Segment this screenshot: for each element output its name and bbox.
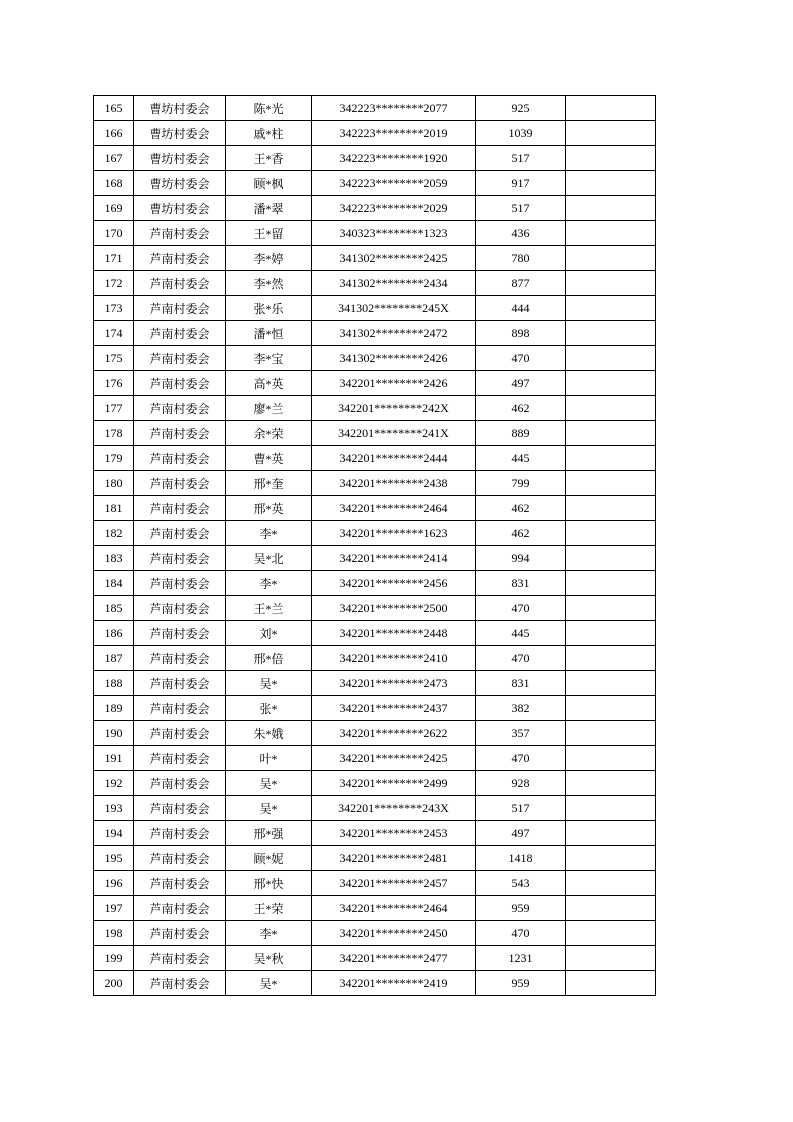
cell-committee: 芦南村委会 bbox=[134, 671, 226, 696]
cell-id: 342201********241X bbox=[312, 421, 476, 446]
cell-blank bbox=[566, 896, 656, 921]
cell-name: 邢*快 bbox=[226, 871, 312, 896]
cell-id: 342201********2464 bbox=[312, 496, 476, 521]
cell-amount: 517 bbox=[476, 796, 566, 821]
cell-name: 吴*秋 bbox=[226, 946, 312, 971]
cell-name: 廖*兰 bbox=[226, 396, 312, 421]
cell-index: 192 bbox=[94, 771, 134, 796]
cell-index: 186 bbox=[94, 621, 134, 646]
cell-amount: 959 bbox=[476, 896, 566, 921]
cell-amount: 1231 bbox=[476, 946, 566, 971]
table-row bbox=[94, 246, 656, 271]
cell-amount: 470 bbox=[476, 646, 566, 671]
cell-blank bbox=[566, 971, 656, 996]
cell-id: 340323********1323 bbox=[312, 221, 476, 246]
cell-committee: 芦南村委会 bbox=[134, 521, 226, 546]
cell-index: 168 bbox=[94, 171, 134, 196]
cell-blank bbox=[566, 346, 656, 371]
cell-name: 李* bbox=[226, 571, 312, 596]
cell-index: 197 bbox=[94, 896, 134, 921]
cell-blank bbox=[566, 321, 656, 346]
cell-blank bbox=[566, 846, 656, 871]
cell-committee: 芦南村委会 bbox=[134, 771, 226, 796]
cell-amount: 436 bbox=[476, 221, 566, 246]
cell-index: 172 bbox=[94, 271, 134, 296]
cell-amount: 959 bbox=[476, 971, 566, 996]
cell-committee: 芦南村委会 bbox=[134, 646, 226, 671]
cell-index: 179 bbox=[94, 446, 134, 471]
cell-committee: 芦南村委会 bbox=[134, 496, 226, 521]
cell-index: 169 bbox=[94, 196, 134, 221]
cell-blank bbox=[566, 796, 656, 821]
cell-name: 顾*枫 bbox=[226, 171, 312, 196]
cell-index: 177 bbox=[94, 396, 134, 421]
table-row bbox=[94, 496, 656, 521]
cell-name: 王*兰 bbox=[226, 596, 312, 621]
cell-blank bbox=[566, 471, 656, 496]
cell-blank bbox=[566, 571, 656, 596]
cell-blank bbox=[566, 521, 656, 546]
table-row bbox=[94, 696, 656, 721]
cell-name: 邢*英 bbox=[226, 496, 312, 521]
cell-amount: 1418 bbox=[476, 846, 566, 871]
cell-amount: 382 bbox=[476, 696, 566, 721]
table-row bbox=[94, 346, 656, 371]
cell-blank bbox=[566, 421, 656, 446]
table-row bbox=[94, 271, 656, 296]
cell-index: 191 bbox=[94, 746, 134, 771]
cell-committee: 芦南村委会 bbox=[134, 746, 226, 771]
cell-id: 342201********2457 bbox=[312, 871, 476, 896]
cell-blank bbox=[566, 671, 656, 696]
cell-index: 193 bbox=[94, 796, 134, 821]
cell-index: 189 bbox=[94, 696, 134, 721]
cell-index: 175 bbox=[94, 346, 134, 371]
cell-name: 吴*北 bbox=[226, 546, 312, 571]
cell-committee: 芦南村委会 bbox=[134, 246, 226, 271]
cell-name: 戚*柱 bbox=[226, 121, 312, 146]
cell-amount: 877 bbox=[476, 271, 566, 296]
cell-index: 173 bbox=[94, 296, 134, 321]
cell-index: 200 bbox=[94, 971, 134, 996]
cell-id: 341302********2434 bbox=[312, 271, 476, 296]
table-row bbox=[94, 771, 656, 796]
cell-name: 邢*强 bbox=[226, 821, 312, 846]
cell-index: 176 bbox=[94, 371, 134, 396]
cell-name: 叶* bbox=[226, 746, 312, 771]
cell-committee: 曹坊村委会 bbox=[134, 121, 226, 146]
cell-index: 167 bbox=[94, 146, 134, 171]
cell-committee: 芦南村委会 bbox=[134, 446, 226, 471]
cell-amount: 898 bbox=[476, 321, 566, 346]
cell-blank bbox=[566, 771, 656, 796]
table-row bbox=[94, 896, 656, 921]
cell-amount: 470 bbox=[476, 346, 566, 371]
cell-blank bbox=[566, 271, 656, 296]
cell-name: 李*然 bbox=[226, 271, 312, 296]
cell-id: 342201********2499 bbox=[312, 771, 476, 796]
cell-committee: 芦南村委会 bbox=[134, 921, 226, 946]
table-row bbox=[94, 846, 656, 871]
cell-id: 342223********2059 bbox=[312, 171, 476, 196]
cell-committee: 曹坊村委会 bbox=[134, 96, 226, 121]
cell-amount: 799 bbox=[476, 471, 566, 496]
cell-committee: 曹坊村委会 bbox=[134, 196, 226, 221]
cell-index: 170 bbox=[94, 221, 134, 246]
cell-amount: 517 bbox=[476, 196, 566, 221]
cell-amount: 517 bbox=[476, 146, 566, 171]
cell-id: 342201********2500 bbox=[312, 596, 476, 621]
cell-name: 李* bbox=[226, 921, 312, 946]
table-row bbox=[94, 471, 656, 496]
cell-blank bbox=[566, 546, 656, 571]
table-row bbox=[94, 196, 656, 221]
cell-index: 190 bbox=[94, 721, 134, 746]
table-row bbox=[94, 621, 656, 646]
table-row bbox=[94, 296, 656, 321]
cell-id: 342201********2425 bbox=[312, 746, 476, 771]
cell-committee: 芦南村委会 bbox=[134, 371, 226, 396]
table-row bbox=[94, 171, 656, 196]
cell-amount: 470 bbox=[476, 596, 566, 621]
cell-amount: 445 bbox=[476, 446, 566, 471]
cell-amount: 357 bbox=[476, 721, 566, 746]
cell-id: 342201********1623 bbox=[312, 521, 476, 546]
table-row bbox=[94, 521, 656, 546]
cell-committee: 芦南村委会 bbox=[134, 546, 226, 571]
cell-id: 342201********2410 bbox=[312, 646, 476, 671]
cell-committee: 芦南村委会 bbox=[134, 871, 226, 896]
table-row bbox=[94, 796, 656, 821]
cell-blank bbox=[566, 146, 656, 171]
cell-id: 341302********245X bbox=[312, 296, 476, 321]
cell-amount: 925 bbox=[476, 96, 566, 121]
cell-index: 182 bbox=[94, 521, 134, 546]
cell-committee: 芦南村委会 bbox=[134, 721, 226, 746]
cell-id: 342201********2414 bbox=[312, 546, 476, 571]
table-row bbox=[94, 971, 656, 996]
cell-name: 王*留 bbox=[226, 221, 312, 246]
cell-committee: 芦南村委会 bbox=[134, 271, 226, 296]
table-row bbox=[94, 746, 656, 771]
cell-committee: 芦南村委会 bbox=[134, 346, 226, 371]
cell-id: 342223********1920 bbox=[312, 146, 476, 171]
table-row bbox=[94, 321, 656, 346]
cell-amount: 831 bbox=[476, 571, 566, 596]
cell-name: 陈*光 bbox=[226, 96, 312, 121]
cell-name: 潘*翠 bbox=[226, 196, 312, 221]
cell-amount: 470 bbox=[476, 921, 566, 946]
cell-blank bbox=[566, 446, 656, 471]
cell-index: 165 bbox=[94, 96, 134, 121]
cell-name: 邢*倍 bbox=[226, 646, 312, 671]
cell-blank bbox=[566, 371, 656, 396]
cell-blank bbox=[566, 396, 656, 421]
cell-committee: 芦南村委会 bbox=[134, 296, 226, 321]
cell-committee: 曹坊村委会 bbox=[134, 146, 226, 171]
cell-name: 张* bbox=[226, 696, 312, 721]
cell-name: 张*乐 bbox=[226, 296, 312, 321]
cell-name: 朱*娥 bbox=[226, 721, 312, 746]
cell-blank bbox=[566, 746, 656, 771]
cell-id: 342201********2477 bbox=[312, 946, 476, 971]
cell-id: 341302********2425 bbox=[312, 246, 476, 271]
cell-amount: 1039 bbox=[476, 121, 566, 146]
cell-name: 吴* bbox=[226, 971, 312, 996]
table-row bbox=[94, 596, 656, 621]
cell-name: 王*香 bbox=[226, 146, 312, 171]
cell-blank bbox=[566, 171, 656, 196]
cell-amount: 462 bbox=[476, 396, 566, 421]
table-row bbox=[94, 646, 656, 671]
table-row bbox=[94, 571, 656, 596]
cell-blank bbox=[566, 921, 656, 946]
cell-index: 183 bbox=[94, 546, 134, 571]
cell-name: 李*宝 bbox=[226, 346, 312, 371]
cell-name: 余*荣 bbox=[226, 421, 312, 446]
cell-blank bbox=[566, 221, 656, 246]
cell-id: 342201********2456 bbox=[312, 571, 476, 596]
table-row bbox=[94, 546, 656, 571]
cell-name: 顾*妮 bbox=[226, 846, 312, 871]
cell-name: 李*婷 bbox=[226, 246, 312, 271]
cell-name: 李* bbox=[226, 521, 312, 546]
cell-committee: 芦南村委会 bbox=[134, 421, 226, 446]
cell-name: 刘* bbox=[226, 621, 312, 646]
table-row bbox=[94, 721, 656, 746]
cell-id: 342201********2419 bbox=[312, 971, 476, 996]
cell-id: 342201********2450 bbox=[312, 921, 476, 946]
cell-name: 吴* bbox=[226, 671, 312, 696]
cell-amount: 994 bbox=[476, 546, 566, 571]
cell-amount: 889 bbox=[476, 421, 566, 446]
table-row bbox=[94, 221, 656, 246]
cell-committee: 芦南村委会 bbox=[134, 696, 226, 721]
cell-index: 184 bbox=[94, 571, 134, 596]
cell-id: 342201********2437 bbox=[312, 696, 476, 721]
cell-index: 199 bbox=[94, 946, 134, 971]
cell-id: 342201********2438 bbox=[312, 471, 476, 496]
table-row bbox=[94, 921, 656, 946]
cell-index: 178 bbox=[94, 421, 134, 446]
cell-blank bbox=[566, 296, 656, 321]
cell-id: 341302********2426 bbox=[312, 346, 476, 371]
cell-amount: 780 bbox=[476, 246, 566, 271]
cell-index: 194 bbox=[94, 821, 134, 846]
cell-blank bbox=[566, 121, 656, 146]
cell-index: 174 bbox=[94, 321, 134, 346]
cell-amount: 543 bbox=[476, 871, 566, 896]
cell-committee: 芦南村委会 bbox=[134, 221, 226, 246]
cell-blank bbox=[566, 696, 656, 721]
cell-id: 341302********2472 bbox=[312, 321, 476, 346]
cell-committee: 芦南村委会 bbox=[134, 621, 226, 646]
cell-id: 342201********2464 bbox=[312, 896, 476, 921]
cell-amount: 831 bbox=[476, 671, 566, 696]
table-row bbox=[94, 946, 656, 971]
cell-committee: 芦南村委会 bbox=[134, 896, 226, 921]
cell-blank bbox=[566, 496, 656, 521]
table-row bbox=[94, 871, 656, 896]
cell-id: 342201********2444 bbox=[312, 446, 476, 471]
cell-index: 171 bbox=[94, 246, 134, 271]
cell-blank bbox=[566, 196, 656, 221]
cell-index: 198 bbox=[94, 921, 134, 946]
cell-index: 181 bbox=[94, 496, 134, 521]
table-row bbox=[94, 371, 656, 396]
cell-committee: 芦南村委会 bbox=[134, 396, 226, 421]
cell-id: 342201********2481 bbox=[312, 846, 476, 871]
cell-name: 潘*恒 bbox=[226, 321, 312, 346]
cell-blank bbox=[566, 96, 656, 121]
cell-amount: 445 bbox=[476, 621, 566, 646]
cell-name: 高*英 bbox=[226, 371, 312, 396]
cell-committee: 芦南村委会 bbox=[134, 321, 226, 346]
cell-committee: 芦南村委会 bbox=[134, 471, 226, 496]
cell-id: 342201********243X bbox=[312, 796, 476, 821]
table-row bbox=[94, 146, 656, 171]
cell-blank bbox=[566, 246, 656, 271]
cell-amount: 444 bbox=[476, 296, 566, 321]
cell-id: 342201********2622 bbox=[312, 721, 476, 746]
cell-blank bbox=[566, 646, 656, 671]
cell-committee: 芦南村委会 bbox=[134, 846, 226, 871]
table-row bbox=[94, 121, 656, 146]
cell-id: 342201********2426 bbox=[312, 371, 476, 396]
cell-name: 吴* bbox=[226, 796, 312, 821]
cell-id: 342201********2473 bbox=[312, 671, 476, 696]
cell-committee: 芦南村委会 bbox=[134, 571, 226, 596]
cell-name: 吴* bbox=[226, 771, 312, 796]
cell-amount: 462 bbox=[476, 521, 566, 546]
cell-committee: 曹坊村委会 bbox=[134, 171, 226, 196]
cell-amount: 497 bbox=[476, 371, 566, 396]
cell-name: 邢*奎 bbox=[226, 471, 312, 496]
cell-index: 185 bbox=[94, 596, 134, 621]
table-row bbox=[94, 96, 656, 121]
cell-name: 曹*英 bbox=[226, 446, 312, 471]
cell-amount: 497 bbox=[476, 821, 566, 846]
table-row bbox=[94, 821, 656, 846]
cell-id: 342201********2448 bbox=[312, 621, 476, 646]
table-row bbox=[94, 396, 656, 421]
cell-committee: 芦南村委会 bbox=[134, 946, 226, 971]
cell-index: 180 bbox=[94, 471, 134, 496]
table-row bbox=[94, 421, 656, 446]
cell-id: 342201********242X bbox=[312, 396, 476, 421]
cell-blank bbox=[566, 821, 656, 846]
table-row bbox=[94, 446, 656, 471]
cell-committee: 芦南村委会 bbox=[134, 821, 226, 846]
cell-committee: 芦南村委会 bbox=[134, 796, 226, 821]
cell-blank bbox=[566, 621, 656, 646]
cell-blank bbox=[566, 871, 656, 896]
cell-amount: 470 bbox=[476, 746, 566, 771]
cell-id: 342223********2077 bbox=[312, 96, 476, 121]
cell-id: 342201********2453 bbox=[312, 821, 476, 846]
table-row bbox=[94, 671, 656, 696]
cell-blank bbox=[566, 596, 656, 621]
cell-index: 188 bbox=[94, 671, 134, 696]
cell-index: 166 bbox=[94, 121, 134, 146]
cell-id: 342223********2029 bbox=[312, 196, 476, 221]
cell-amount: 928 bbox=[476, 771, 566, 796]
cell-committee: 芦南村委会 bbox=[134, 971, 226, 996]
roster-table bbox=[93, 95, 656, 996]
cell-amount: 462 bbox=[476, 496, 566, 521]
cell-committee: 芦南村委会 bbox=[134, 596, 226, 621]
cell-blank bbox=[566, 946, 656, 971]
cell-id: 342223********2019 bbox=[312, 121, 476, 146]
cell-name: 王*荣 bbox=[226, 896, 312, 921]
cell-blank bbox=[566, 721, 656, 746]
cell-index: 187 bbox=[94, 646, 134, 671]
cell-index: 195 bbox=[94, 846, 134, 871]
cell-amount: 917 bbox=[476, 171, 566, 196]
cell-index: 196 bbox=[94, 871, 134, 896]
table-body bbox=[94, 96, 656, 996]
